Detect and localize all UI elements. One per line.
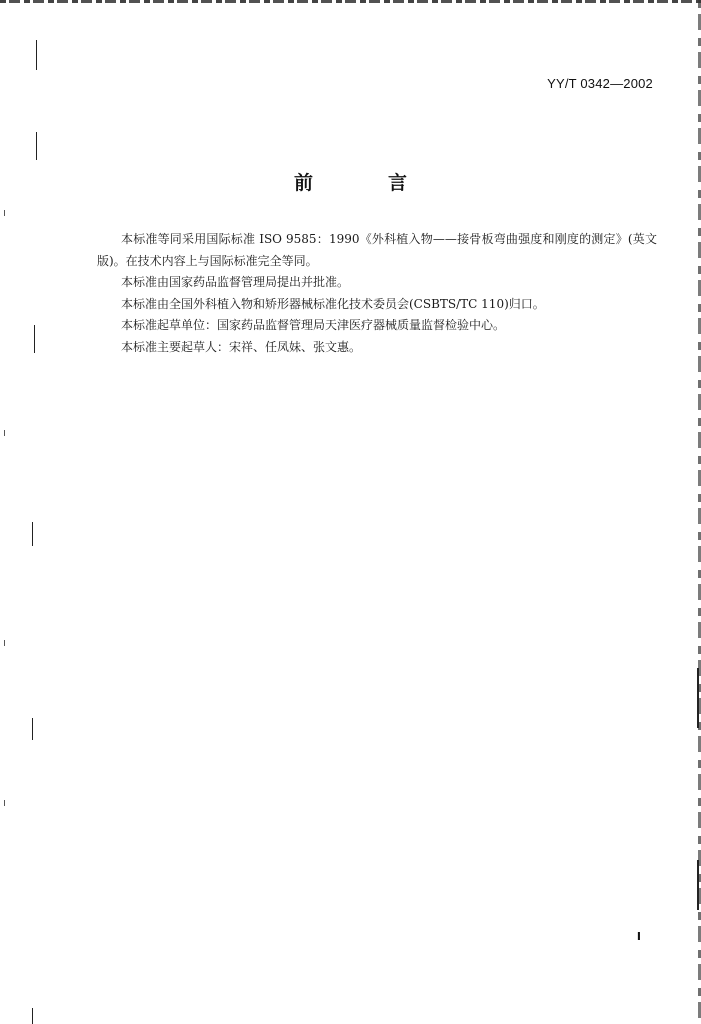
scan-speck — [4, 800, 5, 806]
scan-speck — [4, 210, 5, 216]
scan-speck — [4, 640, 5, 646]
binding-mark — [36, 132, 37, 160]
paragraph-drafters: 本标准主要起草人：宋祥、任凤妹、张文惠。 — [121, 339, 362, 354]
binding-mark — [32, 522, 33, 546]
binding-mark — [697, 860, 699, 910]
binding-mark — [32, 718, 33, 740]
binding-mark — [32, 1008, 33, 1024]
foreword-body — [97, 229, 657, 358]
binding-mark — [697, 668, 699, 728]
binding-mark — [36, 40, 37, 70]
page-number: I — [636, 930, 641, 943]
scan-edge-top — [0, 0, 701, 3]
page-title: 前 言 — [293, 172, 435, 194]
paragraph-committee: 本标准由全国外科植入物和矫形器械标准化技术委员会(CSBTS/TC 110)归口。 — [121, 296, 545, 311]
paragraph-drafting-unit: 本标准起草单位：国家药品监督管理局天津医疗器械质量监督检验中心。 — [121, 318, 506, 332]
standard-code: YY/T 0342—2002 — [547, 76, 653, 91]
paragraph-proposal: 本标准由国家药品监督管理局提出并批准。 — [121, 275, 350, 289]
scan-speck — [4, 430, 5, 436]
binding-mark — [34, 325, 35, 353]
paragraph-adoption: 本标准等同采用国际标准 ISO 9585：1990《外科植入物——接骨板弯曲强度和刚度的测定》(英文版)。在技术内容上与国际标准完全等同。 — [97, 232, 657, 268]
